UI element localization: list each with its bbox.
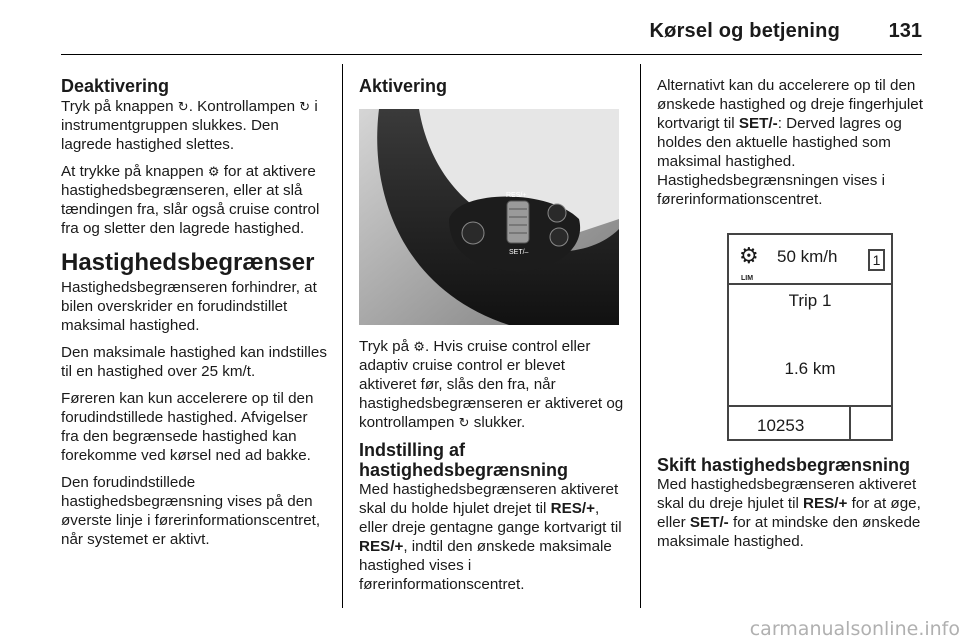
odometer: 10253 (757, 416, 805, 435)
heading-deaktivering: Deaktivering (61, 76, 170, 96)
page-number: 131 (888, 20, 922, 42)
text: Med hastighedsbegrænseren aktiveret skal du dreje hjulet til (657, 476, 917, 512)
column-2 (359, 76, 625, 602)
watermark[interactable]: carmanualsonline.info (749, 618, 960, 640)
heading-hastighedsbegraenser: Hastighedsbegrænser (61, 249, 315, 276)
cruise-control-icon: ↻ (177, 99, 189, 114)
cruise-control-icon: ↻ (458, 415, 470, 430)
paragraph-deaktivering-1 (61, 97, 327, 154)
text: , indtil den ønskede maksimale hastighed vises i førerinformationscentret. (359, 538, 612, 593)
text: Med hastighedsbegrænseren aktiveret skal du holde hjulet drejet til (359, 481, 619, 517)
thumbwheel-shape (507, 201, 529, 243)
column-1 (61, 76, 327, 557)
driver-info-display (727, 233, 893, 441)
text: Alternativt kan du accelerere op til den ønskede hastighed og dreje fingerhjulet kortvarigt til (657, 77, 923, 132)
heading-skift: Skift hastighedsbegrænsning (657, 455, 911, 475)
heading-indstilling: Indstilling af hastighedsbegrænsning (359, 440, 569, 480)
display-bottom-split (849, 407, 851, 439)
speed-limiter-icon: ⚙ (739, 243, 759, 268)
steering-wheel-illustration (359, 109, 619, 325)
speed-limiter-icon: ⚙ (207, 164, 220, 179)
text: . Hvis cruise control eller adaptiv cruise control er blevet aktiveret før, slås den fra, når hastighedsbegrænseren er aktiveret og kontrollampen (359, 338, 624, 431)
cruise-control-icon: ↻ (299, 99, 311, 114)
display-bottom-row (729, 405, 891, 439)
text: for at mindske den ønskede maksimale hastighed. (657, 514, 921, 550)
text: for at øge, eller (657, 495, 921, 531)
paragraph-deaktivering-2 (61, 162, 327, 238)
column-divider-1 (342, 64, 343, 608)
text: At trykke på knappen (61, 163, 208, 180)
text: for at aktivere hastighedsbegrænseren, eller at slå tændingen fra, slår også cruise control fra og sletter den lagrede hastighed. (61, 163, 320, 237)
paragraph-limiter-3: Føreren kan kun accelerere op til den forudindstillede hastighed. Afvigelser fra den begrænsede hastighed kan forekomme ved kørsel ned ad bakke. (61, 390, 314, 464)
speed-limiter-icon: ⚙ (413, 339, 425, 354)
column-divider-2 (640, 64, 641, 608)
res-plus-label: RES/+ (803, 495, 848, 512)
indicator-box: 1 (868, 249, 885, 271)
limit-speed: 50 km/h (777, 247, 838, 266)
res-plus-label: RES/+ (359, 538, 404, 555)
text: : Derved lagres og holdes den aktuelle hastighed som maksimal hastighed. Hastighedsbegrænsningen vises i førerinformationscentret. (657, 115, 902, 208)
set-label: SET/– (509, 249, 529, 256)
paragraph-limiter-4: Den forudindstillede hastighedsbegrænsning vises på den øverste linje i førerinformationscentret, når systemet er aktivt. (61, 474, 321, 548)
set-minus-label: SET/- (738, 115, 778, 132)
set-minus-label: SET/- (689, 514, 729, 531)
text: , eller dreje gentagne gange kortvarigt til (359, 500, 622, 536)
res-plus-label: RES/+ (550, 500, 595, 517)
res-label: RES/+ (506, 192, 527, 199)
trip-label: Trip 1 (788, 291, 832, 310)
trip-distance: 1.6 km (784, 359, 836, 378)
paragraph-aktivering (359, 337, 625, 432)
paragraph-indstilling (359, 480, 625, 594)
lim-label: LIM (741, 275, 754, 282)
paragraph-skift (657, 475, 923, 551)
header-rule (61, 54, 922, 55)
paragraph-limiter-2: Den maksimale hastighed kan indstilles til en hastighed over 25 km/t. (61, 344, 327, 380)
heading-aktivering: Aktivering (359, 76, 448, 96)
text: Tryk på (359, 338, 414, 355)
text: i instrumentgruppen slukkes. Den lagrede hastighed slettes. (61, 98, 318, 153)
page-header-title: Kørsel og betjening (649, 20, 840, 42)
text: Tryk på knappen (61, 98, 178, 115)
column-3 (657, 76, 923, 559)
paragraph-limiter-1: Hastighedsbegrænseren forhindrer, at bilen overskrider en forudindstillet maksimal hastighed. (61, 279, 317, 334)
text: slukker. (469, 414, 526, 431)
text: . Kontrollampen (188, 98, 300, 115)
paragraph-alternativt (657, 76, 923, 209)
